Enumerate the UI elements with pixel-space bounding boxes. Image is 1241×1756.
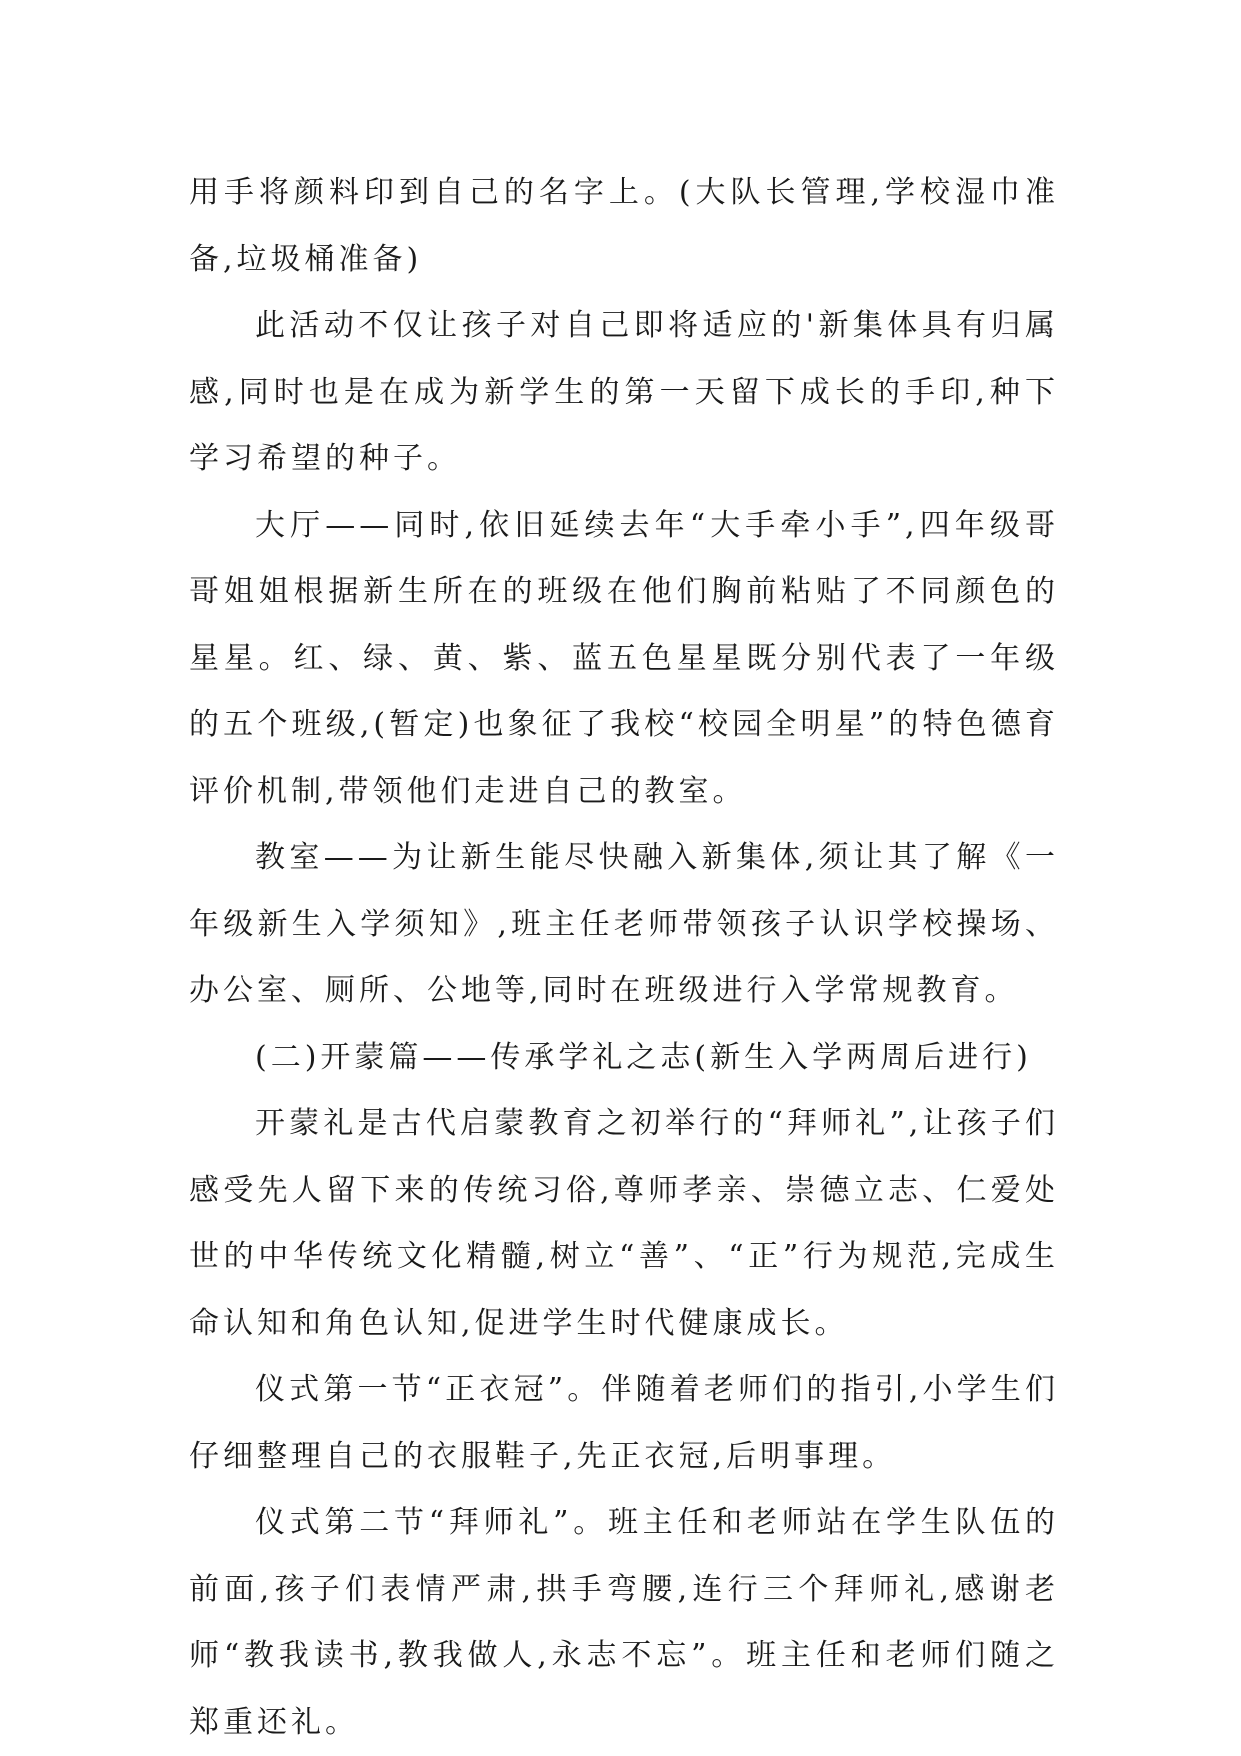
paragraph-activity-meaning: 此活动不仅让孩子对自己即将适应的'新集体具有归属感,同时也是在成为新学生的第一天留下成长的手印,种下学习希望的种子。 — [189, 308, 1059, 476]
paragraph-continuation: 用手将颜料印到自己的名字上。(大队长管理,学校湿巾准备,垃圾桶准备) — [189, 175, 1059, 277]
paragraph-hall: 大厅——同时,依旧延续去年“大手牵小手”,四年级哥哥姐姐根据新生所在的班级在他们胸前粘贴了不同颜色的星星。红、绿、黄、紫、蓝五色星星既分别代表了一年级的五个班级,(暂定)也象征了我校“校园全明星”的特色德育评价机制,带领他们走进自己的教室。 — [189, 507, 1059, 809]
paragraph-ceremony-part-one: 仪式第一节“正衣冠”。伴随着老师们的指引,小学生们仔细整理自己的衣服鞋子,先正衣冠,后明事理。 — [189, 1372, 1059, 1474]
paragraph-ceremony-part-two: 仪式第二节“拜师礼”。班主任和老师站在学生队伍的前面,孩子们表情严肃,拱手弯腰,连行三个拜师礼,感谢老师“教我读书,教我做人,永志不忘”。班主任和老师们随之郑重还礼。 — [189, 1505, 1059, 1740]
paragraph-enlightenment-ceremony: 开蒙礼是古代启蒙教育之初举行的“拜师礼”,让孩子们感受先人留下来的传统习俗,尊师孝亲、崇德立志、仁爱处世的中华传统文化精髓,树立“善”、“正”行为规范,完成生命认知和角色认知,促进学生时代健康成长。 — [189, 1106, 1059, 1341]
paragraph-classroom: 教室——为让新生能尽快融入新集体,须让其了解《一年级新生入学须知》,班主任老师带领孩子认识学校操场、办公室、厕所、公地等,同时在班级进行入学常规教育。 — [189, 840, 1059, 1008]
document-body — [189, 160, 1059, 1756]
section-heading-enlightenment: (二)开蒙篇——传承学礼之志(新生入学两周后进行) — [255, 1039, 1032, 1075]
